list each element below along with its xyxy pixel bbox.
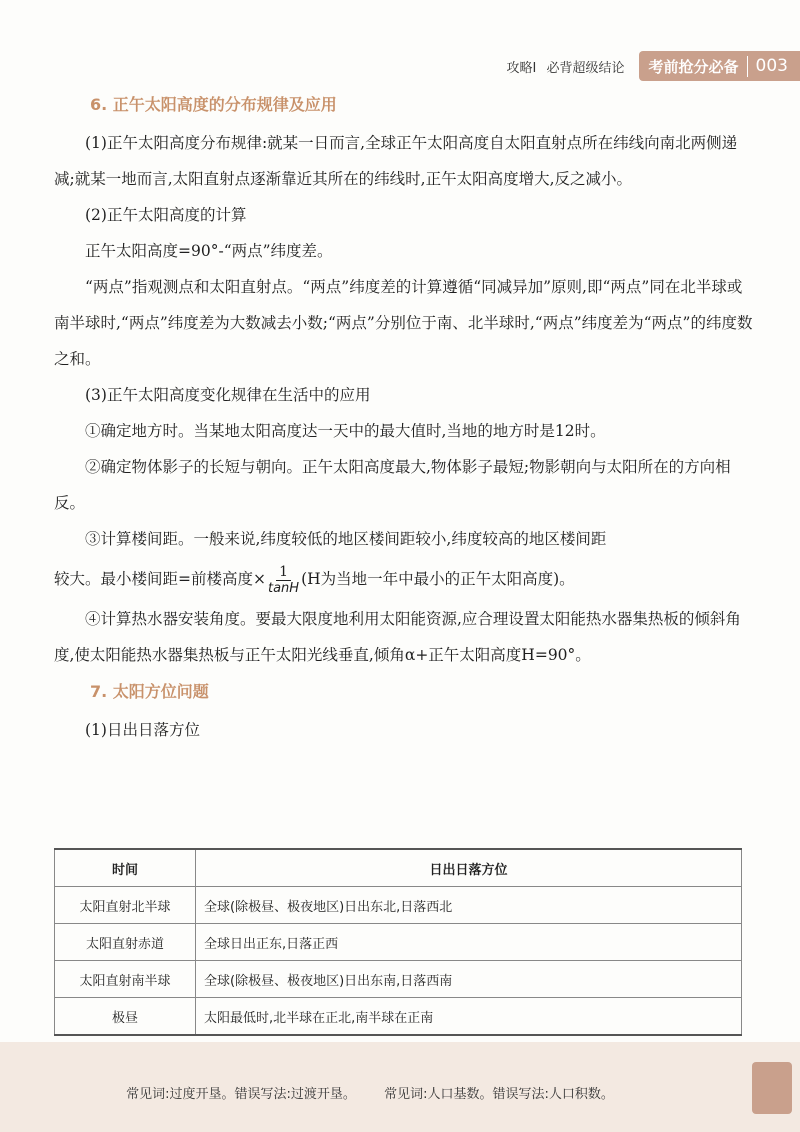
sunrise-sunset-table bbox=[54, 848, 742, 1036]
main-content bbox=[54, 92, 754, 748]
paragraph: ③计算楼间距。一般来说,纬度较低的地区楼间距较小,纬度较高的地区楼间距 bbox=[85, 530, 607, 548]
subsection-label: 必背超级结论 bbox=[546, 60, 625, 76]
table-row bbox=[55, 887, 742, 924]
paragraph: (3)正午太阳高度变化规律在生活中的应用 bbox=[85, 386, 371, 404]
footer-note: 常见词:人口基数。错误写法:人口积数。 bbox=[384, 1087, 614, 1102]
table-cell: 太阳直射北半球 bbox=[55, 887, 196, 924]
paragraph: “两点”指观测点和太阳直射点。“两点”纬度差的计算遵循“同减异加”原则,即“两点”同在北半球或南半球时,“两点”纬度差为大数减去小数;“两点”分别位于南、北半球时,“两点”纬度差为“两点”的纬度数之和。 bbox=[54, 278, 753, 368]
paragraph: ④计算热水器安装角度。要最大限度地利用太阳能资源,应合理设置太阳能热水器集热板的倾斜角度,使太阳能热水器集热板与正午太阳光线垂直,倾角α+正午太阳高度H=90°。 bbox=[54, 610, 741, 664]
table-row bbox=[55, 924, 742, 961]
page-number: 003 bbox=[755, 56, 788, 76]
footer-note: 常见词:过度开垦。错误写法:过渡开垦。 bbox=[126, 1087, 356, 1102]
table-cell: 全球日出正东,日落正西 bbox=[196, 924, 742, 961]
table-cell: 太阳直射南半球 bbox=[55, 961, 196, 998]
page-header bbox=[501, 50, 800, 82]
column-header-direction: 日出日落方位 bbox=[196, 849, 742, 887]
table-cell: 全球(除极昼、极夜地区)日出东北,日落西北 bbox=[196, 887, 742, 924]
formula-text-before: 较大。最小楼间距=前楼高度× bbox=[54, 570, 266, 588]
header-tag bbox=[639, 51, 800, 81]
fraction bbox=[268, 564, 299, 597]
table-cell: 全球(除极昼、极夜地区)日出东南,日落西南 bbox=[196, 961, 742, 998]
table-cell: 太阳直射赤道 bbox=[55, 924, 196, 961]
breadcrumb bbox=[501, 57, 625, 76]
table-row bbox=[55, 961, 742, 998]
table-cell: 极昼 bbox=[55, 998, 196, 1036]
paragraph: 正午太阳高度=90°-“两点”纬度差。 bbox=[85, 242, 333, 260]
paragraph: (2)正午太阳高度的计算 bbox=[85, 206, 247, 224]
section-label: 攻略Ⅰ bbox=[506, 60, 537, 76]
formula-paragraph bbox=[54, 557, 754, 601]
footer-notes bbox=[0, 1083, 740, 1102]
table-header-row bbox=[55, 849, 742, 887]
seal-stamp-icon bbox=[752, 1062, 792, 1114]
paragraph: ②确定物体影子的长短与朝向。正午太阳高度最大,物体影子最短;物影朝向与太阳所在的方向相反。 bbox=[54, 458, 731, 512]
section-7-heading: 7. 太阳方位问题 bbox=[90, 682, 209, 701]
paragraph: ①确定地方时。当某地太阳高度达一天中的最大值时,当地的地方时是12时。 bbox=[85, 422, 606, 440]
section-6-heading: 6. 正午太阳高度的分布规律及应用 bbox=[90, 95, 337, 114]
fraction-numerator: 1 bbox=[276, 564, 291, 581]
table-cell: 太阳最低时,北半球在正北,南半球在正南 bbox=[196, 998, 742, 1036]
fraction-denominator: tanH bbox=[267, 580, 300, 596]
table-row bbox=[55, 998, 742, 1036]
column-header-time: 时间 bbox=[55, 849, 196, 887]
paragraph: (1)日出日落方位 bbox=[85, 721, 200, 739]
tag-label: 考前抢分必备 bbox=[639, 56, 748, 77]
formula-text-after: (H为当地一年中最小的正午太阳高度)。 bbox=[301, 570, 575, 588]
paragraph: (1)正午太阳高度分布规律:就某一日而言,全球正午太阳高度自太阳直射点所在纬线向南北两侧递减;就某一地而言,太阳直射点逐渐靠近其所在的纬线时,正午太阳高度增大,反之减小。 bbox=[54, 134, 738, 188]
